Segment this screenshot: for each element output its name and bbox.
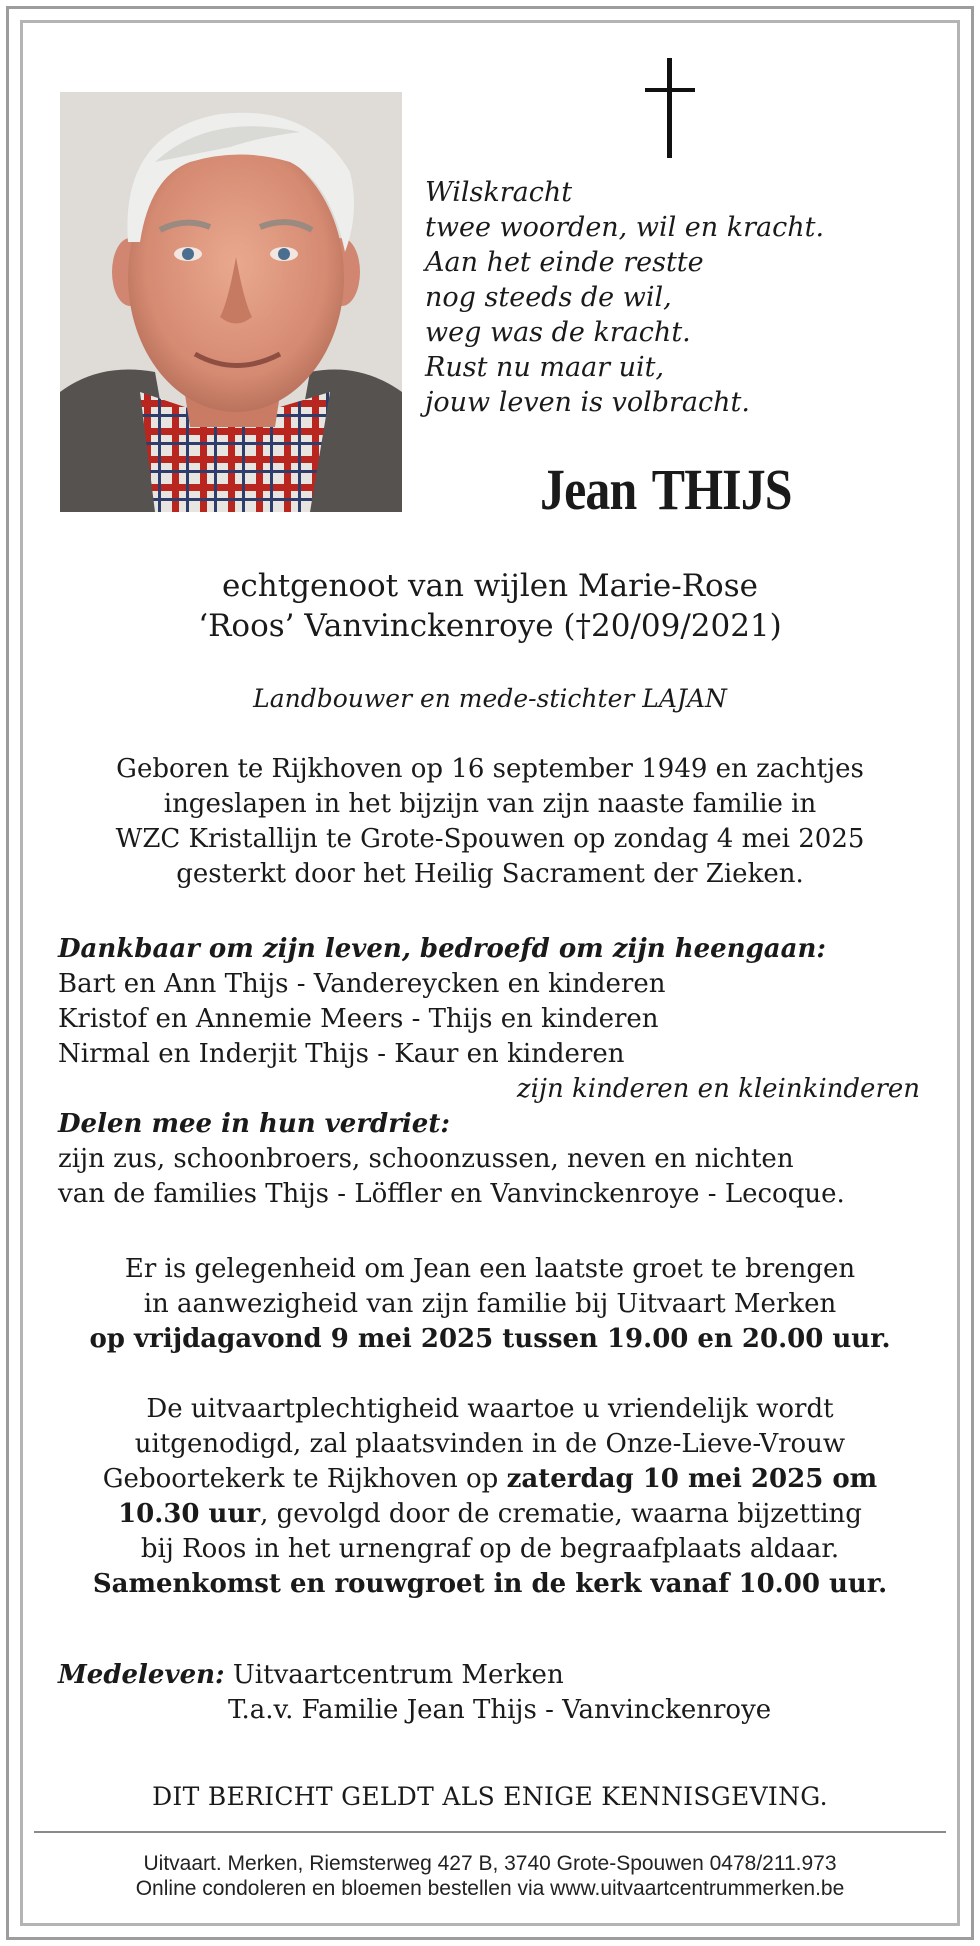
footer-address: Uitvaart. Merken, Riemsterweg 427 B, 3740 Grote-Spouwen 0478/211.973 (143, 1852, 837, 1875)
first-name: Jean (540, 457, 637, 522)
family-line: zijn zus, schoonbroers, schoonzussen, neven en nichten (58, 1144, 794, 1174)
text-line (40, 1497, 940, 1532)
text-line: ingeslapen in het bijzijn van zijn naaste familie in (163, 789, 817, 819)
condolence-label: Medeleven: (58, 1660, 225, 1690)
poem (425, 175, 824, 420)
occupation: Landbouwer en mede-stichter LAJAN (253, 684, 727, 713)
poem-line: Wilskracht (425, 177, 573, 208)
visitation-time: op vrijdagavond 9 mei 2025 tussen 19.00 en 20.00 uur. (89, 1324, 891, 1354)
text-line (40, 1462, 940, 1497)
condolence-line: Uitvaartcentrum Merken (232, 1660, 564, 1690)
poem-line: Rust nu maar uit, (425, 352, 665, 383)
text-line: Er is gelegenheid om Jean een laatste groet te brengen (124, 1254, 856, 1284)
family-list (58, 967, 665, 1072)
text-line: bij Roos in het urnengraf op de begraafplaats aldaar. (140, 1534, 840, 1564)
gathering-line: Samenkomst en rouwgroet in de kerk vanaf 10.00 uur. (92, 1569, 888, 1599)
divider (34, 1831, 946, 1833)
extended-family (58, 1142, 845, 1212)
funeral-info (40, 1392, 940, 1602)
text-line: in aanwezigheid van zijn familie bij Uitvaart Merken (143, 1289, 837, 1319)
poem-line: nog steeds de wil, (425, 282, 672, 313)
text-line: Geboren te Rijkhoven op 16 september 1949 en zachtjes (116, 754, 864, 784)
spouse-line: ‘Roos’ Vanvinckenroye (†20/09/2021) (198, 608, 782, 644)
poem-line: twee woorden, wil en kracht. (425, 212, 825, 243)
text-line: gesterkt door het Heilig Sacrament der Zieken. (176, 859, 804, 889)
family-line: van de families Thijs - Löffler en Vanvinckenroye - Lecoque. (58, 1179, 845, 1209)
text-line: WZC Kristallijn te Grote-Spouwen op zondag 4 mei 2025 (115, 824, 865, 854)
cross-icon (640, 58, 700, 158)
poem-line: weg was de kracht. (425, 317, 691, 348)
text-segment: Geboortekerk te Rijkhoven op (102, 1464, 507, 1494)
thanks-heading: Dankbaar om zijn leven, bedroefd om zijn heengaan: (58, 934, 826, 964)
poem-line: jouw leven is volbracht. (425, 387, 750, 418)
spouse-line: echtgenoot van wijlen Marie-Rose (222, 568, 758, 604)
poem-line: Aan het einde restte (425, 247, 704, 278)
last-name: THIJS (651, 457, 792, 522)
birth-death-text (40, 752, 940, 892)
family-line: Bart en Ann Thijs - Vandereycken en kinderen (58, 969, 666, 999)
portrait-photo (60, 92, 402, 512)
text-segment: , gevolgd door de crematie, waarna bijzetting (260, 1499, 862, 1529)
notice: DIT BERICHT GELDT ALS ENIGE KENNISGEVING. (152, 1782, 828, 1811)
spouse-info (40, 566, 940, 646)
funeral-time: 10.30 uur (118, 1499, 261, 1529)
condolence-line: T.a.v. Familie Jean Thijs - Vanvinckenroye (228, 1695, 772, 1725)
family-line: Nirmal en Inderjit Thijs - Kaur en kinderen (58, 1039, 625, 1069)
text-line: uitgenodigd, zal plaatsvinden in de Onze-Lieve-Vrouw (134, 1429, 846, 1459)
text-line: De uitvaartplechtigheid waartoe u vriendelijk wordt (146, 1394, 834, 1424)
deceased-name (540, 455, 792, 525)
visitation-info (40, 1252, 940, 1357)
share-heading: Delen mee in hun verdriet: (58, 1109, 450, 1139)
footer-website[interactable]: Online condoleren en bloemen bestellen via www.uitvaartcentrummerken.be (135, 1877, 845, 1900)
condolence-address (58, 1658, 564, 1693)
family-note: zijn kinderen en kleinkinderen (516, 1074, 920, 1104)
family-line: Kristof en Annemie Meers - Thijs en kinderen (58, 1004, 659, 1034)
funeral-date: zaterdag 10 mei 2025 om (506, 1464, 878, 1494)
